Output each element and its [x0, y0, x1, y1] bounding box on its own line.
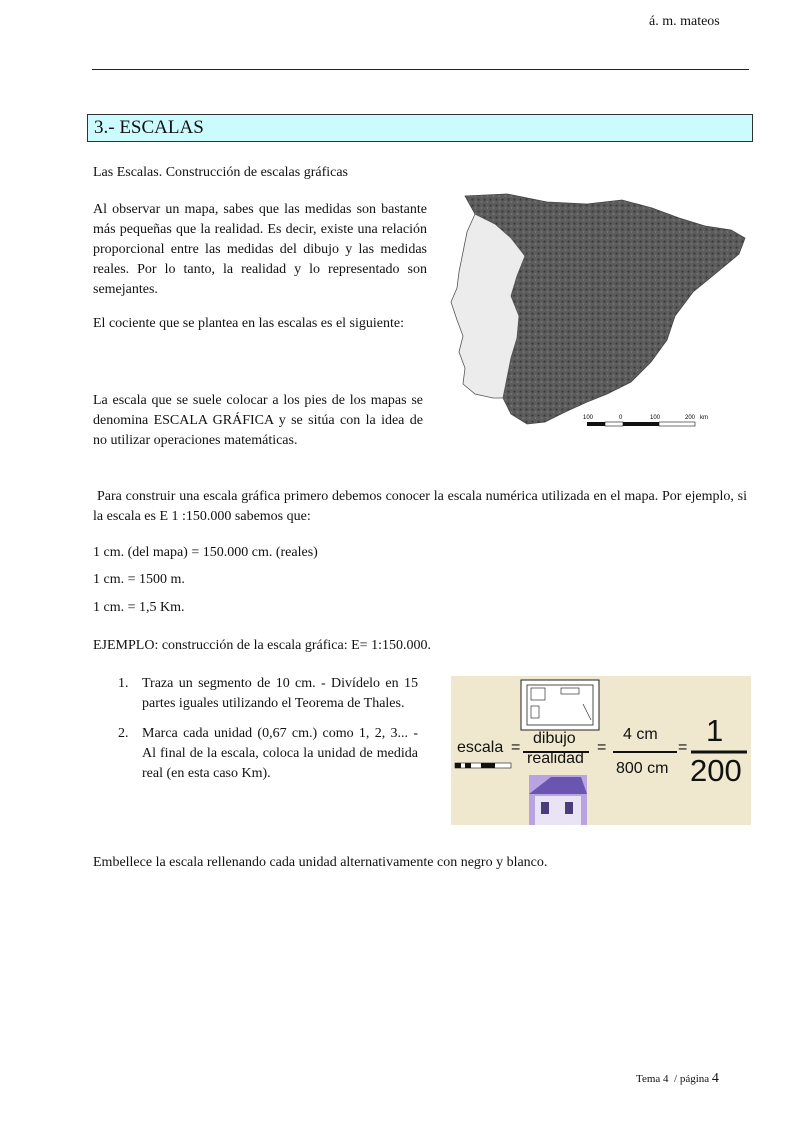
iberian-peninsula-map: [447, 192, 749, 432]
step-text: Marca cada unidad (0,67 cm.) como 1, 2, 3... - Al final de la escala, coloca la unidad de medida real (en esta caso Km).: [142, 726, 418, 781]
formula-denominator: 800 cm: [616, 760, 669, 777]
formula-equals-2: =: [597, 739, 607, 756]
formula-numerator: 4 cm: [623, 726, 658, 743]
paragraph-construir: Para construir una escala gráfica primero debemos conocer la escala numérica utilizada en el mapa. Por ejemplo, si la escala es E 1 :150.000 sabemos que:: [93, 489, 747, 524]
building-photo-icon: [529, 775, 587, 825]
formula-result-denominator: 200: [690, 753, 742, 788]
equation-line-1: 1 cm. (del mapa) = 150.000 cm. (reales): [93, 545, 318, 560]
map-scale-bar: [583, 415, 708, 426]
section-title: 3.- ESCALAS: [87, 114, 753, 142]
page-footer: [636, 1071, 719, 1087]
step-text: Traza un segmento de 10 cm. - Divídelo en 15 partes iguales utilizando el Teorema de Thales.: [142, 676, 418, 711]
paragraph-cociente: El cociente que se plantea en las escalas es el siguiente:: [93, 316, 404, 331]
paragraph-escala-grafica: La escala que se suele colocar a los pies de los mapas se denomina ESCALA GRÁFICA y se sitúa con la idea de no utilizar operaciones matemáticas.: [93, 393, 423, 448]
subtitle: Las Escalas. Construcción de escalas gráficas: [93, 165, 349, 180]
footer-tema: Tema 4: [636, 1073, 669, 1085]
paragraph-intro: Al observar un mapa, sabes que las medidas son bastante más pequeñas que la realidad. Es decir, existe una relación proporcional entre las medidas del dibujo y las medidas reales. Por lo tanto, la realidad y lo representado son semejantes.: [93, 202, 427, 297]
equation-line-3: 1 cm. = 1,5 Km.: [93, 600, 185, 615]
footer-page-number: 4: [711, 1071, 719, 1086]
formula-result-numerator: 1: [706, 713, 724, 748]
map-scale-label-0: 100: [583, 415, 594, 421]
step-item: [118, 674, 418, 714]
step-item: [118, 724, 418, 784]
equation-line-2: 1 cm. = 1500 m.: [93, 572, 185, 587]
footer-separator: /: [674, 1073, 678, 1085]
steps-list: [118, 674, 418, 794]
scale-formula-illustration: [451, 676, 751, 825]
formula-realidad-label: realidad: [527, 750, 584, 767]
map-scale-label-2: 100: [650, 415, 661, 421]
floor-plan-icon: [521, 680, 599, 730]
map-scale-label-4: km: [700, 415, 708, 421]
footer-pagina-label: página: [679, 1073, 710, 1085]
header-rule: [92, 69, 749, 70]
step-number: 2.: [118, 726, 129, 741]
map-scale-label-1: 0: [619, 415, 623, 421]
formula-equals-3: =: [678, 739, 688, 756]
formula-escala-label: escala: [457, 739, 504, 756]
map-scale-label-3: 200: [685, 415, 696, 421]
final-instruction: Embellece la escala rellenando cada unidad alternativamente con negro y blanco.: [93, 855, 548, 870]
mini-scale-bar-icon: [455, 763, 511, 768]
formula-equals-1: =: [511, 739, 521, 756]
example-heading: EJEMPLO: construcción de la escala gráfica: E= 1:150.000.: [93, 638, 431, 653]
step-number: 1.: [118, 676, 129, 691]
formula-dibujo-label: dibujo: [533, 730, 576, 747]
author-name: á. m. mateos: [649, 14, 720, 29]
